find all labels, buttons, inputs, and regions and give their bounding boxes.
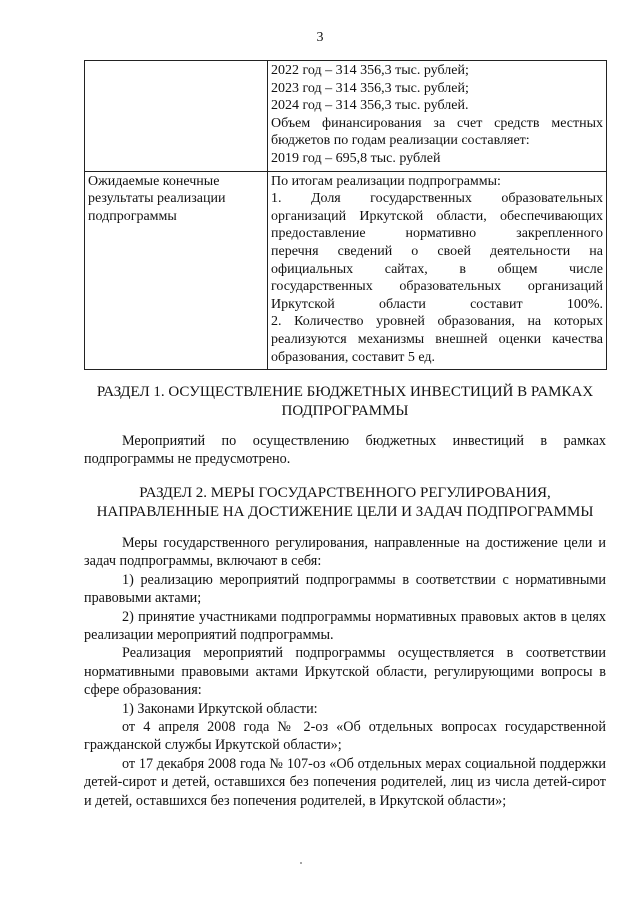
section-1-body: [84, 432, 606, 469]
paragraph: 2) принятие участниками подпрограммы нормативных правовых актов в целях реализации мероприятий подпрограммы.: [84, 608, 606, 644]
result-line: реализуются механизмы внешней оценки качества: [271, 331, 603, 347]
section-2-heading: [84, 484, 606, 522]
heading-line: РАЗДЕЛ 1. ОСУЩЕСТВЛЕНИЕ БЮДЖЕТНЫХ ИНВЕСТИЦИЙ В РАМКАХ: [96, 384, 594, 400]
paragraph: Меры государственного регулирования, направленные на достижение цели и задач подпрограммы, включают в себя:: [84, 535, 606, 570]
paragraph: 1) Законами Иркутской области:: [122, 700, 318, 717]
heading-line: НАПРАВЛЕННЫЕ НА ДОСТИЖЕНИЕ ЦЕЛИ И ЗАДАЧ ПОДПРОГРАММЫ: [96, 504, 594, 520]
result-line: 1. Доля государственных образовательных: [271, 191, 603, 207]
scan-speck: [300, 862, 302, 864]
table-cell-funding: [268, 61, 607, 172]
result-line: государственных образовательных организаций: [271, 279, 603, 295]
funding-line: 2023 год – 314 356,3 тыс. рублей;: [271, 80, 469, 96]
table-cell-results: [268, 171, 607, 370]
result-line: организаций Иркутской области, обеспечивающих: [271, 208, 603, 224]
result-line: перечня сведений о своей деятельности на: [271, 243, 603, 259]
label-line: результаты реализации: [88, 191, 226, 207]
program-passport-table: [84, 60, 607, 370]
heading-line: ПОДПРОГРАММЫ: [281, 403, 409, 419]
label-line: подпрограммы: [88, 208, 177, 224]
paragraph: 1) реализацию мероприятий подпрограммы в соответствии с нормативными правовыми актами;: [84, 571, 606, 607]
result-line: 2. Количество уровней образования, на которых: [271, 314, 603, 330]
table-cell-label: [85, 171, 268, 370]
result-line: Иркутской области составит 100%.: [271, 296, 603, 312]
table-cell-label: [85, 61, 268, 172]
table-row: [85, 61, 607, 172]
paragraph: Мероприятий по осуществлению бюджетных инвестиций в рамках подпрограммы не предусмотрено.: [84, 433, 606, 468]
section-1-heading: [84, 383, 606, 421]
heading-line: РАЗДЕЛ 2. МЕРЫ ГОСУДАРСТВЕННОГО РЕГУЛИРОВАНИЯ,: [139, 485, 551, 501]
funding-line: 2024 год – 314 356,3 тыс. рублей.: [271, 98, 469, 114]
result-line: По итогам реализации подпрограммы:: [271, 173, 501, 189]
paragraph: от 17 декабря 2008 года № 107-оз «Об отдельных мерах социальной поддержки детей-сирот и детей, оставшихся без попечения родителей, лиц из числа детей-сирот и детей, оставшихся без попечения родителей, в Иркутской области»;: [84, 755, 606, 809]
result-line: образования, составит 5 ед.: [271, 349, 436, 365]
page-number: 3: [316, 30, 324, 45]
funding-line: Объем финансирования за счет средств местных: [271, 115, 603, 131]
section-2-body: [84, 534, 606, 810]
result-line: официальных сайтах, в общем числе: [271, 261, 603, 277]
funding-line: бюджетов по годам реализации составляет:: [271, 133, 530, 149]
paragraph: от 4 апреля 2008 года № 2-оз «Об отдельных вопросах государственной гражданской службы Иркутской области»;: [84, 719, 606, 754]
table-row: [85, 171, 607, 370]
funding-line: 2022 год – 314 356,3 тыс. рублей;: [271, 63, 469, 78]
paragraph: Реализация мероприятий подпрограммы осуществляется в соответствии нормативными правовыми актами Иркутской области, регулирующими вопросы в сфере образования:: [84, 645, 606, 699]
result-line: предоставление нормативно закрепленного: [271, 226, 603, 242]
label-line: Ожидаемые конечные: [88, 173, 220, 189]
funding-line: 2019 год – 695,8 тыс. рублей: [271, 150, 441, 166]
